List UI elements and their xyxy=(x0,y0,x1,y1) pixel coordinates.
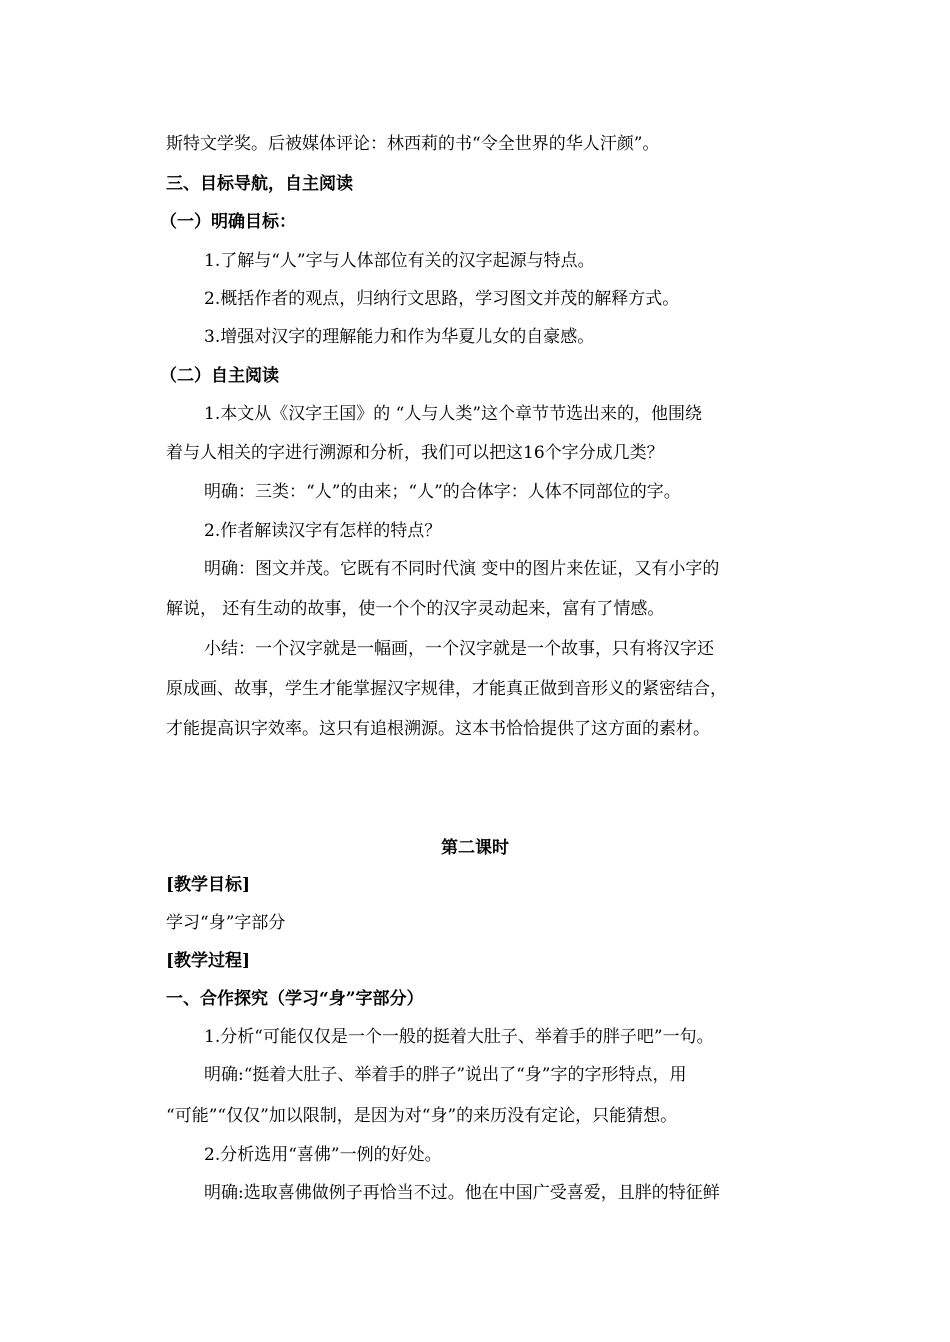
lesson2-question-1: 1.分析“可能仅仅是一个一般的挺着大肚子、举着手的胖子吧”一句。 xyxy=(204,1027,714,1047)
teaching-goal-text: 学习“身”字部分 xyxy=(166,913,286,933)
subheading-clear-goals: （一）明确目标： xyxy=(160,212,296,232)
goal-item-2: 2.概括作者的观点，归纳行文思路，学习图文并茂的解释方式。 xyxy=(204,289,680,309)
lesson2-answer-2-line-1: 明确:选取喜佛做例子再恰当不过。他在中国广受喜爱，且胖的特征鲜 xyxy=(204,1183,720,1203)
answer-2-line-2: 解说， 还有生动的故事，使一个个的汉字灵动起来，富有了情感。 xyxy=(166,599,665,619)
lesson2-answer-1-line-2: “可能”“仅仅”加以限制，是因为对“身”的来历没有定论，只能猜想。 xyxy=(166,1106,678,1126)
summary-line-1: 小结：一个汉字就是一幅画，一个汉字就是一个故事，只有将汉字还 xyxy=(204,639,714,659)
lesson2-answer-1-line-1: 明确:“挺着大肚子、举着手的胖子”说出了“身”字的字形特点，用 xyxy=(204,1065,687,1085)
goal-item-3: 3.增强对汉字的理解能力和作为华夏儿女的自豪感。 xyxy=(204,327,595,347)
lesson2-question-2: 2.分析选用“喜佛”一例的好处。 xyxy=(204,1145,442,1165)
question-2: 2.作者解读汉字有怎样的特点？ xyxy=(204,521,442,541)
summary-line-3: 才能提高识字效率。这只有追根溯源。这本书恰恰提供了这方面的素材。 xyxy=(166,719,710,739)
summary-line-2: 原成画、故事，学生才能掌握汉字规律，才能真正做到音形义的紧密结合， xyxy=(166,679,727,699)
paragraph-continuation: 斯特文学奖。后被媒体评论：林西莉的书“令全世界的华人汗颜”。 xyxy=(166,134,660,154)
question-1-line-2: 着与人相关的字进行溯源和分析，我们可以把这16个字分成几类？ xyxy=(166,443,664,463)
answer-2-line-1: 明确：图文并茂。它既有不同时代演 变中的图片来佐证，又有小字的 xyxy=(204,559,720,579)
goal-item-1: 1.了解与“人”字与人体部位有关的汉字起源与特点。 xyxy=(204,251,595,271)
lesson-title: 第二课时 xyxy=(441,838,509,858)
section-heading-3: 三、目标导航，自主阅读 xyxy=(166,174,353,194)
teaching-goal-heading: [教学目标] xyxy=(166,875,251,895)
subheading-self-reading: （二）自主阅读 xyxy=(160,366,279,386)
answer-1: 明确：三类：“人”的由来；“人”的合体字：人体不同部位的字。 xyxy=(204,482,681,502)
question-1-line-1: 1.本文从《汉字王国》的 “人与人类”这个章节节选出来的，他围绕 xyxy=(204,404,703,424)
teaching-process-heading: [教学过程] xyxy=(166,951,251,971)
part-1-heading: 一、合作探究（学习“身”字部分） xyxy=(166,989,424,1009)
